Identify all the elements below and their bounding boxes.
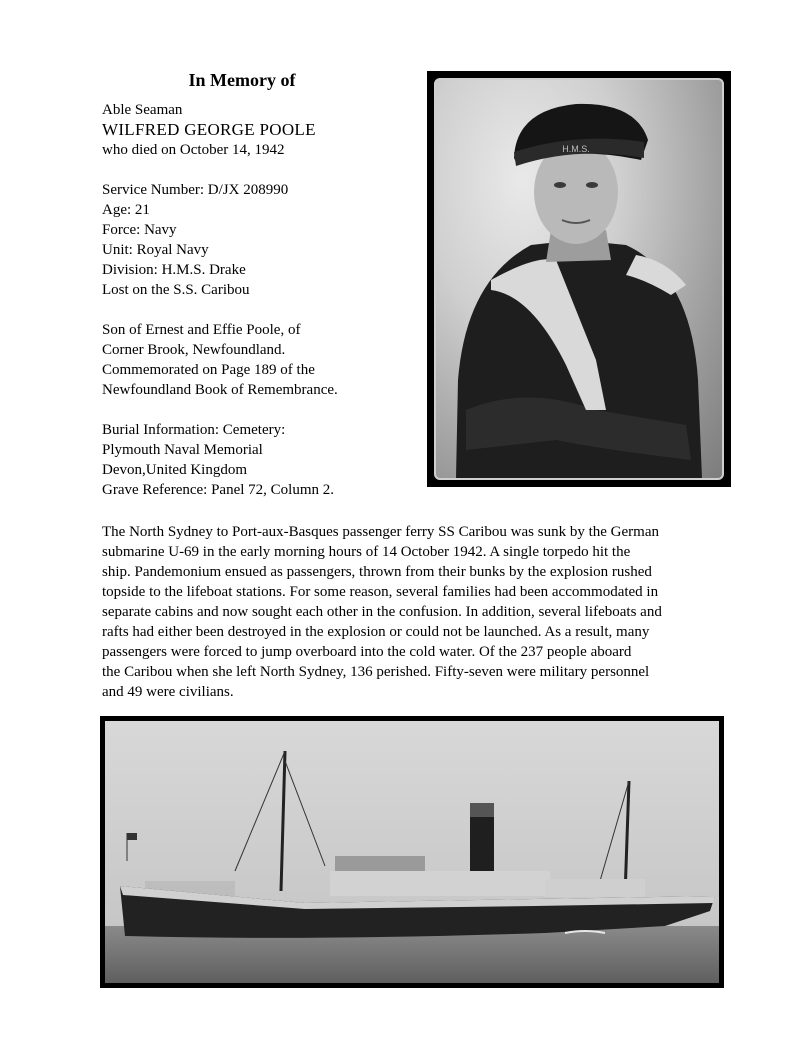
portrait-photo xyxy=(427,71,731,487)
narrative-line: rafts had either been destroyed in the explosion or could not be launched. As a result, many xyxy=(102,624,650,640)
caribou-narrative xyxy=(102,522,732,702)
cap-band-text: H.M.S. xyxy=(562,144,590,154)
narrative-line: ship. Pandemonium ensued as passengers, thrown from their bunks by the explosion rushed xyxy=(102,564,652,580)
narrative-line: topside to the lifeboat stations. For some reason, several families had been accommodated in xyxy=(102,584,659,600)
family-line: Son of Ernest and Effie Poole, of xyxy=(102,322,301,338)
family-line: Newfoundland Book of Remembrance. xyxy=(102,382,338,398)
burial-line: Grave Reference: Panel 72, Column 2. xyxy=(102,482,335,498)
ship-photo xyxy=(100,716,724,988)
sailor-portrait-image xyxy=(436,80,722,478)
age: Age: 21 xyxy=(102,202,150,218)
service-number: Service Number: D/JX 208990 xyxy=(102,182,289,198)
rank: Able Seaman xyxy=(102,102,183,118)
lost-on: Lost on the S.S. Caribou xyxy=(102,282,250,298)
narrative-line: The North Sydney to Port-aux-Basques passenger ferry SS Caribou was sunk by the German xyxy=(102,524,659,540)
memorial-heading: In Memory of xyxy=(188,70,296,90)
burial-line: Burial Information: Cemetery: xyxy=(102,422,286,438)
family-line: Corner Brook, Newfoundland. xyxy=(102,342,286,358)
force: Force: Navy xyxy=(102,222,177,238)
narrative-line: and 49 were civilians. xyxy=(102,684,234,700)
burial-line: Plymouth Naval Memorial xyxy=(102,442,263,458)
burial-line: Devon,United Kingdom xyxy=(102,462,247,478)
death-date: who died on October 14, 1942 xyxy=(102,142,285,158)
service-details xyxy=(102,100,422,500)
narrative-line: the Caribou when she left North Sydney, 136 perished. Fifty-seven were military personnel xyxy=(102,664,650,680)
sailor-name: WILFRED GEORGE POOLE xyxy=(102,120,316,139)
narrative-line: submarine U-69 in the early morning hours of 14 October 1942. A single torpedo hit the xyxy=(102,544,631,560)
narrative-line: passengers were forced to jump overboard into the cold water. Of the 237 people aboard xyxy=(102,644,632,660)
family-line: Commemorated on Page 189 of the xyxy=(102,362,315,378)
division: Division: H.M.S. Drake xyxy=(102,262,246,278)
unit: Unit: Royal Navy xyxy=(102,242,209,258)
narrative-line: separate cabins and now sought each other in the confusion. In addition, several lifeboats and xyxy=(102,604,662,620)
ss-caribou-image xyxy=(105,721,719,983)
